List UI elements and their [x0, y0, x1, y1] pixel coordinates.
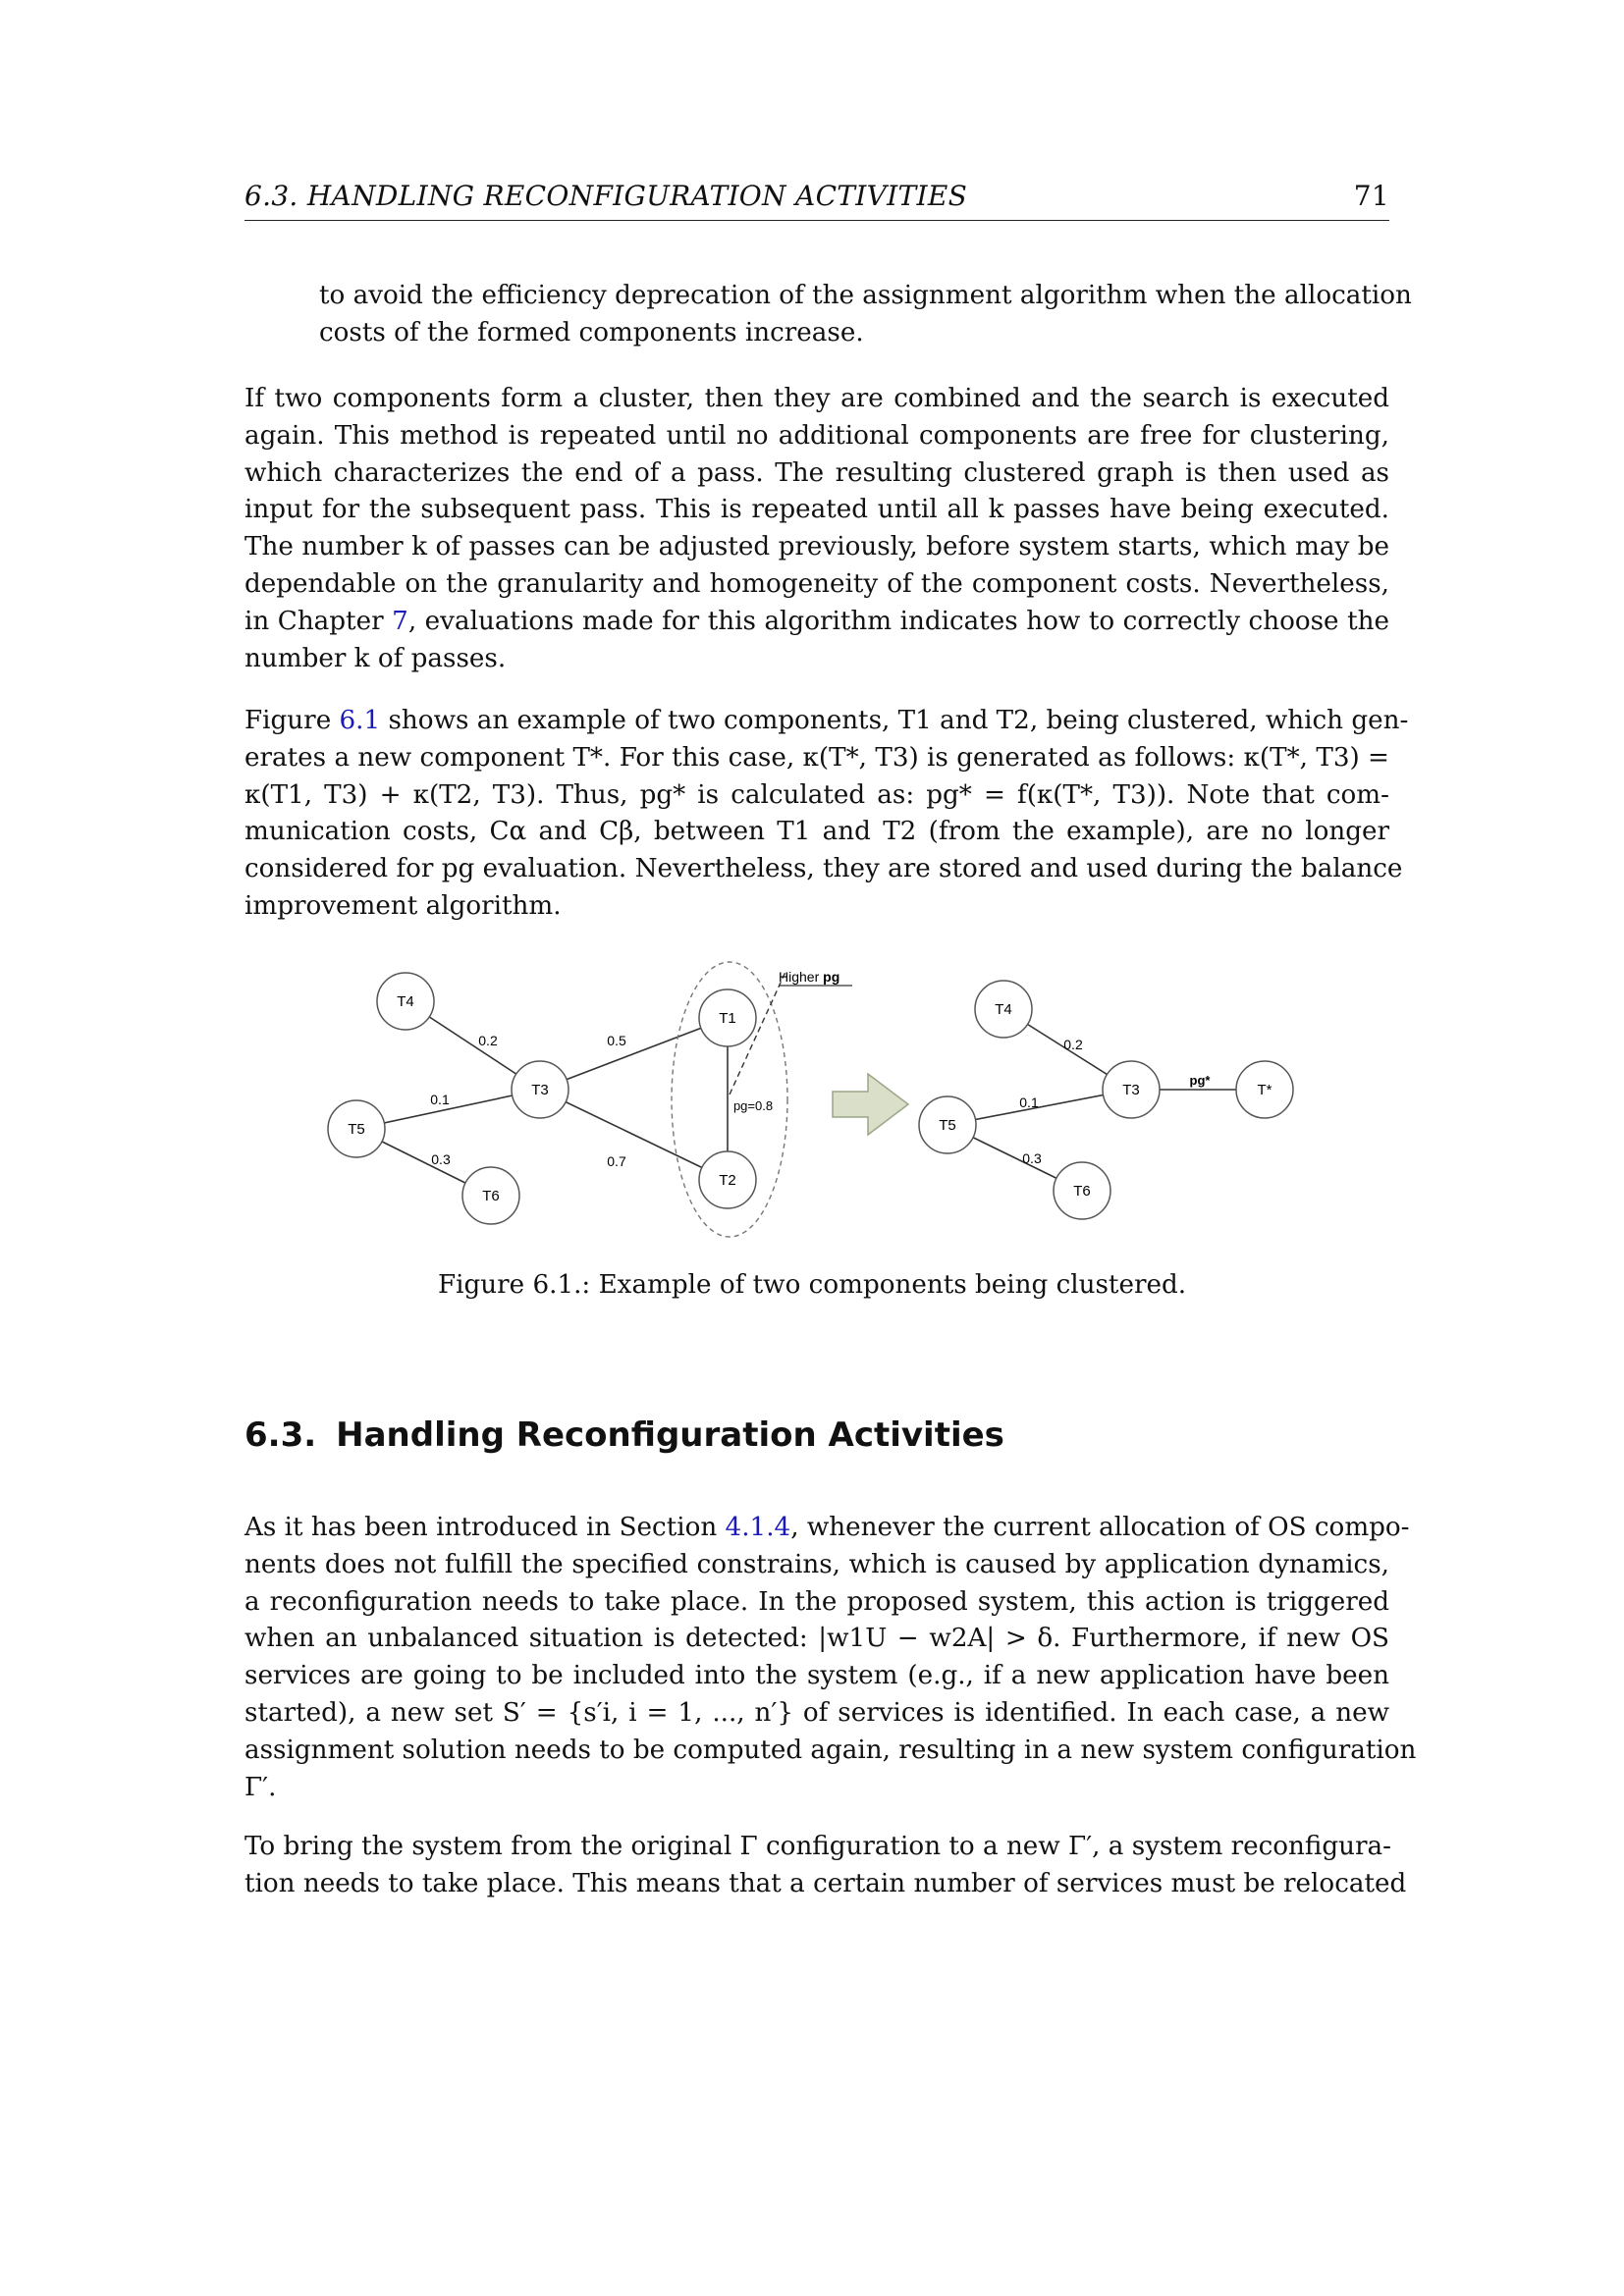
node-t3	[1103, 1061, 1160, 1118]
text-line: started), a new set S′ = {s′i, i = 1, ..., n′} of services is identified. In each case, a new	[244, 1697, 1389, 1728]
text-line: a reconfiguration needs to take place. In the proposed system, this action is triggered	[244, 1586, 1389, 1617]
node-t4	[377, 973, 434, 1030]
text-line: costs of the formed components increase.	[319, 317, 864, 347]
svg-text:T3: T3	[1122, 1082, 1140, 1098]
svg-text:T4: T4	[995, 1001, 1012, 1018]
svg-text:T6: T6	[482, 1188, 500, 1204]
section-heading	[244, 1415, 1004, 1455]
svg-text:T2: T2	[719, 1172, 736, 1189]
svg-text:T3: T3	[531, 1082, 549, 1098]
svg-text:T*: T*	[1257, 1082, 1272, 1098]
text-line: dependable on the granularity and homogeneity of the component costs. Nevertheless,	[244, 568, 1389, 599]
svg-text:T5: T5	[348, 1121, 365, 1138]
edge-label: 0.1	[430, 1092, 450, 1107]
text-line: The number k of passes can be adjusted previously, before system starts, which may be	[244, 532, 1389, 562]
chapter-link[interactable]: 7	[392, 606, 408, 636]
text-line	[244, 1510, 1410, 1547]
section-link[interactable]: 4.1.4	[725, 1513, 791, 1542]
node-tstar	[1236, 1061, 1293, 1118]
paragraph-5	[244, 1829, 1407, 1903]
text-line: considered for pg evaluation. Nevertheless, they are stored and used during the balance	[244, 854, 1403, 884]
text-run: , evaluations made for this algorithm indicates how to correctly choose the	[407, 606, 1389, 636]
node-t1	[699, 989, 756, 1046]
node-t6	[1054, 1162, 1110, 1219]
text-line: improvement algorithm.	[244, 890, 562, 921]
node-t5	[919, 1096, 976, 1153]
edge-label: 0.3	[1022, 1150, 1042, 1166]
edge-label: 0.1	[1019, 1095, 1039, 1110]
text-run: Figure	[244, 706, 340, 735]
text-run: As it has been introduced in Section	[244, 1513, 726, 1542]
edge-label: 0.2	[478, 1033, 498, 1048]
figure-caption: Figure 6.1.: Example of two components being clustered.	[437, 1270, 1187, 1300]
text-line	[244, 604, 1389, 641]
node-t4	[975, 981, 1032, 1038]
text-line	[244, 703, 1409, 740]
text-line: services are going to be included into the system (e.g., if a new application have been	[244, 1661, 1389, 1691]
text-line: erates a new component T*. For this case, κ(T*, T3) is generated as follows: κ(T*, T3) =	[244, 742, 1389, 773]
paragraph-2	[244, 381, 1389, 677]
annotation-label: Higher pg	[779, 969, 840, 985]
text-line: κ(T1, T3) + κ(T2, T3). Thus, pg* is calculated as: pg* = f(κ(T*, T3)). Note that com-	[244, 779, 1389, 810]
svg-text:T5: T5	[939, 1117, 956, 1134]
edge-t3-t1	[540, 1018, 728, 1090]
text-line: when an unbalanced situation is detected: |w1U − w2A| > δ. Furthermore, if new OS	[244, 1624, 1389, 1654]
section-title: Handling Reconfiguration Activities	[336, 1415, 1004, 1455]
node-t5	[328, 1100, 385, 1157]
edge-label: 0.7	[607, 1153, 626, 1169]
svg-text:T4: T4	[397, 993, 414, 1010]
text-run: in Chapter	[244, 606, 393, 636]
edge-label: 0.3	[431, 1151, 451, 1167]
section-number: 6.3.	[244, 1415, 317, 1455]
paragraph-4	[244, 1510, 1417, 1806]
paragraph-1	[319, 278, 1412, 352]
edge-label: 0.2	[1063, 1037, 1083, 1052]
node-t2	[699, 1151, 756, 1208]
text-line: number k of passes.	[244, 643, 507, 673]
edge-label: pg=0.8	[732, 1098, 774, 1113]
text-line: which characterizes the end of a pass. The resulting clustered graph is then used as	[244, 457, 1389, 488]
text-line: nents does not fulfill the specified constrains, which is caused by application dynamics,	[244, 1549, 1389, 1579]
edge-label: pg*	[1189, 1073, 1211, 1088]
clustering-figure	[314, 942, 1335, 1256]
header-section-title: 6.3. HANDLING RECONFIGURATION ACTIVITIES	[244, 180, 968, 212]
paragraph-3	[244, 703, 1409, 926]
edge-label: 0.5	[607, 1033, 626, 1048]
text-line: again. This method is repeated until no additional components are free for clustering,	[244, 420, 1389, 451]
running-header	[244, 180, 1389, 221]
text-line: tion needs to take place. This means that a certain number of services must be relocated	[244, 1868, 1407, 1898]
text-line: To bring the system from the original Γ configuration to a new Γ′, a system reconfigura-	[244, 1832, 1391, 1861]
page-number: 71	[1353, 180, 1389, 212]
text-line: If two components form a cluster, then they are combined and the search is executed	[244, 384, 1389, 413]
text-line: munication costs, Cα and Cβ, between T1 and T2 (from the example), are no longer	[244, 817, 1389, 847]
svg-text:T1: T1	[719, 1010, 736, 1027]
transition-arrow	[833, 1074, 908, 1135]
text-line: input for the subsequent pass. This is repeated until all k passes have being executed.	[244, 495, 1389, 525]
text-run: , whenever the current allocation of OS compo-	[790, 1513, 1410, 1542]
node-t3	[512, 1061, 568, 1118]
text-line: Γ′.	[244, 1772, 277, 1802]
text-run: shows an example of two components, T1 and T2, being clustered, which gen-	[380, 706, 1409, 735]
text-line: to avoid the efficiency deprecation of the assignment algorithm when the allocation	[319, 281, 1412, 310]
figure-link[interactable]: 6.1	[339, 706, 381, 735]
node-t6	[462, 1167, 519, 1224]
edge-t3-t2	[540, 1090, 728, 1180]
text-line: assignment solution needs to be computed again, resulting in a new system configuration	[244, 1735, 1417, 1765]
svg-text:T6: T6	[1073, 1183, 1091, 1200]
